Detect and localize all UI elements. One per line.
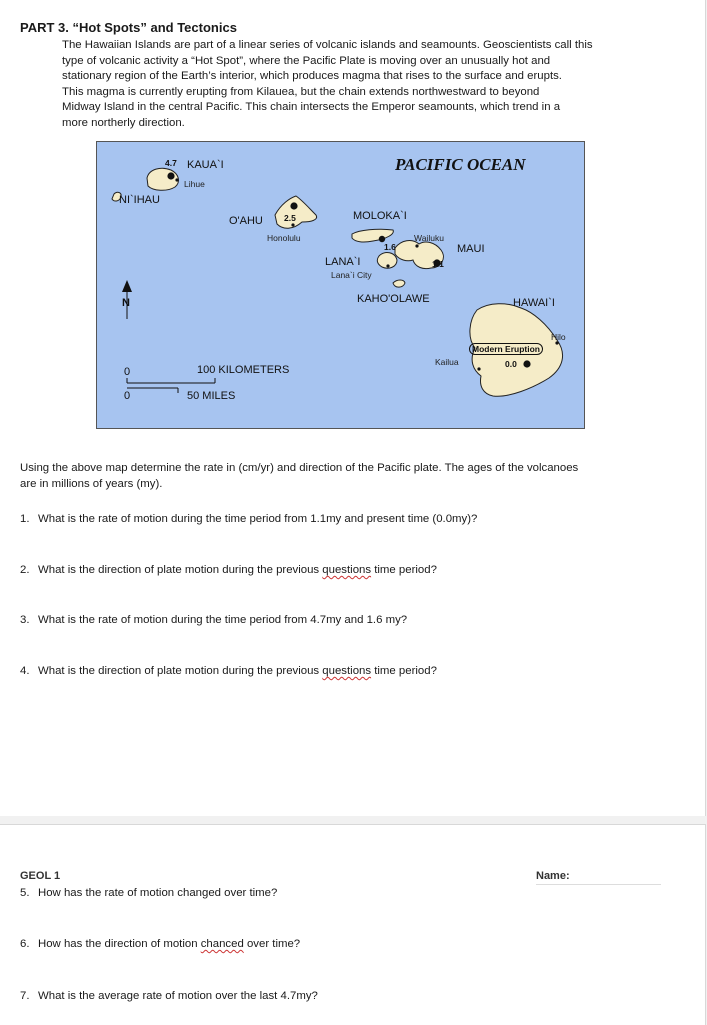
kauai-age: 4.7 [165,158,177,168]
intro-line-1: The Hawaiian Islands are part of a linear series of volcanic islands and seamounts. Geoscientists call this [62,39,593,51]
north-arrow-head [122,280,132,292]
hawaii-age: 0.0 [505,359,517,369]
question-4 [20,665,437,677]
section-heading: PART 3. “Hot Spots” and Tectonics [20,20,237,35]
oahu-volcano-dot [290,202,297,209]
ocean-label: PACIFIC OCEAN [395,155,526,174]
intro-line-6: more northerly direction. [62,116,185,129]
molokai-age: 1.6 [384,242,396,252]
question-number: 7. [20,990,30,1002]
question-text: What is the rate of motion during the time period from 1.1my and present time (0.0my)? [38,513,478,525]
niihau-label: NI`IHAU [119,194,160,206]
kailua-label: Kailua [435,357,459,367]
question-number: 4. [20,665,30,677]
name-field-line[interactable] [536,884,661,885]
hawaii-volcano-dot [523,360,530,367]
kailua-town-dot [477,367,480,370]
question-number: 1. [20,513,30,525]
north-label: N [122,297,130,309]
scale-km-label: 100 KILOMETERS [197,364,290,376]
question-5 [20,887,277,899]
molokai-label: MOLOKA`I [353,210,407,222]
spelling-flag: chanced [200,938,244,950]
question-text: What is the direction of plate motion during the previous [38,665,323,677]
lihue-label: Lihue [184,179,205,189]
question-text-end: time period? [371,564,437,576]
molokai-island [352,229,393,242]
kahoolawe-island [393,280,405,287]
question-text: What is the direction of plate motion during the previous [38,564,323,576]
lanai-city-label: Lana`i City [331,270,372,280]
name-label: Name: [536,870,570,882]
course-label: GEOL 1 [20,870,61,882]
question-intro [20,460,680,492]
intro-line-3: stationary region of the Earth’s interior, which produces magma that rises to the surface and erupts. [62,70,562,83]
lanai-label: LANA`I [325,256,361,268]
intro-paragraph [62,38,672,132]
scale-km-zero: 0 [124,366,131,378]
question-text: How has the rate of motion changed over time? [38,887,278,899]
question-text-end: time period? [371,665,437,677]
hawaii-map [96,141,585,429]
lihue-town-dot [175,178,178,181]
spelling-flag: questions [322,564,372,576]
question-6 [20,938,300,950]
question-number: 3. [20,614,30,626]
modern-eruption-label: Modern Eruption [469,343,543,355]
question-number: 6. [20,938,30,950]
kauai-volcano-dot [167,172,174,179]
wailuku-label: Wailuku [414,233,444,243]
honolulu-label: Honolulu [267,233,301,243]
oahu-age: 2.5 [284,213,296,223]
question-1 [20,513,477,525]
kauai-island [147,168,178,190]
spelling-flag: questions [322,665,372,677]
question-text-end: over time? [243,938,301,950]
intro-line-4: This magma is currently erupting from Kilauea, but the chain extends northwestward to beyond [62,85,540,98]
question-3 [20,614,407,626]
question-intro-line-1: Using the above map determine the rate in (cm/yr) and direction of the Pacific plate. The ages of the volcanoes [20,462,579,474]
hawaii-label: HAWAI`I [513,297,555,309]
question-7 [20,990,318,1002]
intro-line-5: Midway Island in the central Pacific. This chain intersects the Emperor seamounts, which trend in a [62,101,561,114]
question-text: What is the rate of motion during the time period from 4.7my and 1.6 my? [38,614,408,626]
maui-label: MAUI [457,243,485,255]
question-intro-line-2: are in millions of years (my). [20,478,163,490]
honolulu-town-dot [291,223,294,226]
hilo-label: Hilo [551,332,566,342]
question-number: 2. [20,564,30,576]
question-2 [20,564,437,576]
question-text: What is the average rate of motion over the last 4.7my? [38,990,318,1002]
question-number: 5. [20,887,30,899]
question-text: How has the direction of motion [38,938,201,950]
kauai-label: KAUA`I [187,159,224,171]
maui-age: 1.1 [432,259,444,269]
scale-mi-zero: 0 [124,390,131,402]
wailuku-town-dot [415,244,418,247]
map-graphics [97,142,585,429]
oahu-label: O'AHU [229,215,263,227]
lanai-city-town-dot [386,264,389,267]
kahoolawe-label: KAHO'OLAWE [357,293,430,305]
intro-line-2: type of volcanic activity a “Hot Spot”, where the Pacific Plate is moving over an unusually hot and [62,54,551,67]
scale-mi-label: 50 MILES [187,390,236,402]
